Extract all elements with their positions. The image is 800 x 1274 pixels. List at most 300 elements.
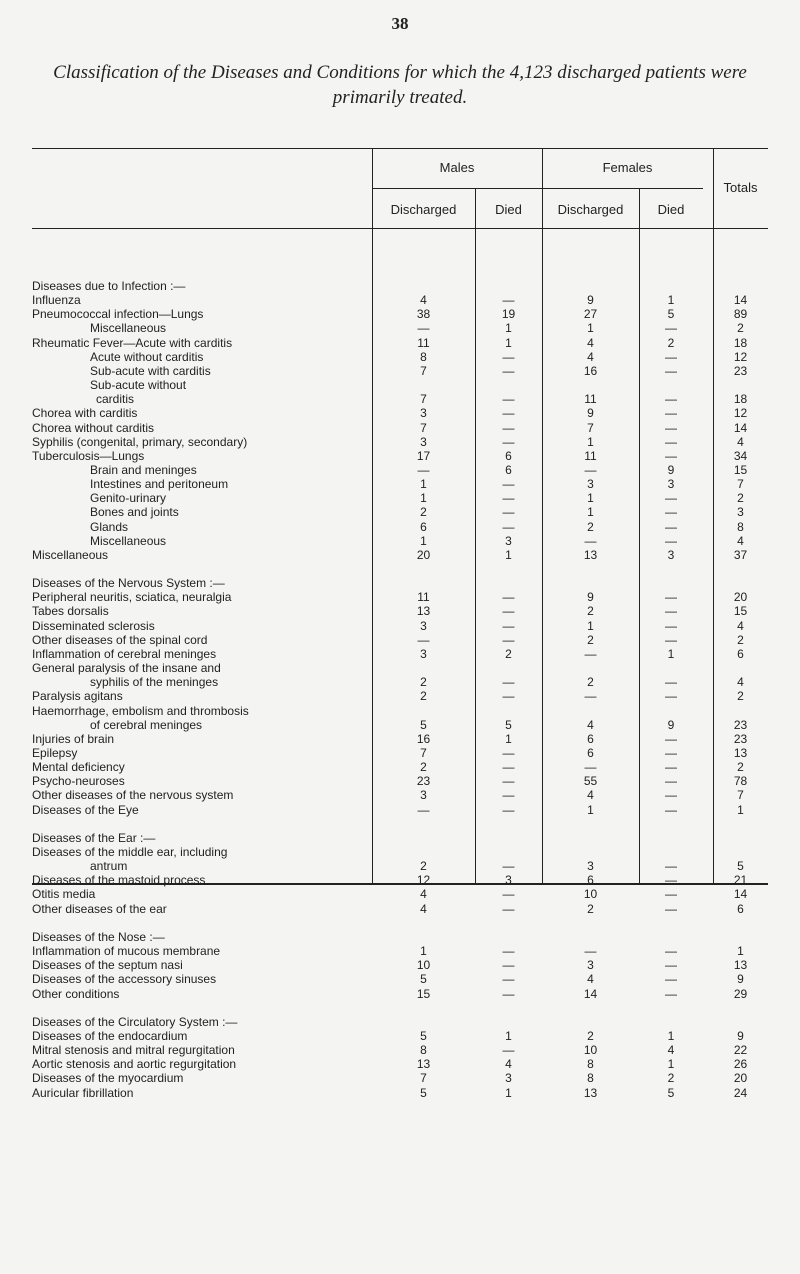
row-label: Paralysis agitans bbox=[32, 689, 123, 704]
table-row bbox=[32, 788, 768, 802]
cell-males-died: — bbox=[502, 519, 515, 534]
row-label: syphilis of the meninges bbox=[90, 675, 219, 690]
cell-males-died: — bbox=[502, 434, 515, 449]
cell-totals: 23 bbox=[733, 717, 748, 732]
cell-females-discharged: 1 bbox=[587, 505, 594, 520]
cell-males-discharged: 3 bbox=[420, 618, 427, 633]
row-label: Brain and meninges bbox=[90, 462, 197, 477]
cell-males-died: 3 bbox=[505, 533, 512, 548]
row-label: Diseases of the Nose :— bbox=[32, 929, 165, 944]
cell-males-discharged: — bbox=[417, 462, 430, 477]
cell-males-died: 5 bbox=[505, 717, 512, 732]
cell-males-died: — bbox=[502, 958, 515, 973]
table-row bbox=[32, 449, 768, 463]
row-label: Tabes dorsalis bbox=[32, 604, 109, 619]
table-row bbox=[32, 831, 768, 845]
cell-males-died: 3 bbox=[505, 873, 512, 888]
table-row bbox=[32, 675, 768, 689]
cell-females-died: — bbox=[665, 420, 677, 435]
table-row bbox=[32, 279, 768, 293]
cell-totals: 18 bbox=[733, 335, 748, 350]
table-row bbox=[32, 689, 768, 703]
cell-females-died: — bbox=[665, 731, 677, 746]
cell-females-discharged: 11 bbox=[584, 448, 597, 463]
cell-males-discharged: 17 bbox=[416, 448, 431, 463]
cell-males-discharged: 7 bbox=[420, 392, 427, 407]
cell-females-discharged: 9 bbox=[587, 590, 594, 605]
cell-totals: 4 bbox=[737, 618, 744, 633]
cell-totals: 4 bbox=[737, 533, 744, 548]
cell-males-discharged: 11 bbox=[417, 590, 430, 605]
row-label: carditis bbox=[96, 392, 135, 407]
table-row bbox=[32, 463, 768, 477]
cell-totals: 20 bbox=[733, 590, 748, 605]
table-row bbox=[32, 718, 768, 732]
row-label: Genito-urinary bbox=[90, 491, 167, 506]
cell-females-discharged: 9 bbox=[587, 293, 594, 308]
subheader-rule bbox=[372, 188, 703, 189]
cell-totals: 8 bbox=[737, 519, 744, 534]
cell-females-died: — bbox=[665, 392, 677, 407]
cell-males-discharged: 38 bbox=[416, 307, 431, 322]
title-line-2: primarily treated. bbox=[332, 87, 468, 108]
cell-females-discharged: 11 bbox=[584, 392, 597, 407]
table-row bbox=[32, 972, 768, 986]
cell-totals: 15 bbox=[733, 604, 748, 619]
cell-males-discharged: 2 bbox=[420, 675, 427, 690]
cell-totals: 6 bbox=[737, 646, 744, 661]
row-label: Diseases of the endocardium bbox=[32, 1028, 188, 1043]
cell-females-died: — bbox=[665, 887, 677, 902]
cell-females-died: — bbox=[665, 618, 677, 633]
table-row bbox=[32, 406, 768, 420]
cell-females-died: 4 bbox=[667, 1043, 675, 1058]
row-label: Diseases due to Infection :— bbox=[32, 279, 186, 293]
cell-females-discharged: 55 bbox=[583, 774, 598, 789]
cell-females-died: 1 bbox=[667, 1057, 675, 1072]
table-row bbox=[32, 944, 768, 958]
disease-table bbox=[32, 148, 768, 1100]
cell-males-discharged: 7 bbox=[420, 363, 427, 378]
cell-males-died: 2 bbox=[505, 646, 512, 661]
row-label: Other diseases of the ear bbox=[32, 901, 167, 916]
cell-totals: 9 bbox=[737, 972, 744, 987]
table-row bbox=[32, 704, 768, 718]
row-label: Diseases of the middle ear, including bbox=[32, 845, 228, 859]
cell-females-discharged: 1 bbox=[587, 321, 594, 336]
cell-females-discharged: 3 bbox=[587, 477, 594, 492]
cell-males-died: — bbox=[502, 887, 515, 902]
row-label: Intestines and peritoneum bbox=[90, 477, 229, 492]
table-row bbox=[32, 505, 768, 519]
cell-totals: 20 bbox=[733, 1071, 748, 1086]
cell-males-died: — bbox=[502, 986, 515, 1001]
header-bottom-rule bbox=[32, 228, 768, 229]
row-label: Rheumatic Fever—Acute with carditis bbox=[32, 335, 233, 350]
header-females: Females bbox=[602, 160, 653, 175]
cell-females-died: 5 bbox=[667, 1085, 675, 1100]
cell-females-died: — bbox=[665, 505, 677, 520]
cell-totals: 12 bbox=[733, 406, 748, 421]
cell-males-discharged: 12 bbox=[416, 873, 431, 888]
cell-totals: 9 bbox=[737, 1028, 744, 1043]
cell-males-died: 1 bbox=[505, 731, 512, 746]
table-row bbox=[32, 1043, 768, 1057]
table-row bbox=[32, 491, 768, 505]
cell-females-died: — bbox=[665, 675, 677, 690]
cell-females-died: — bbox=[665, 944, 677, 959]
cell-males-discharged: 8 bbox=[420, 1043, 427, 1058]
cell-females-died: — bbox=[665, 632, 677, 647]
row-label: Diseases of the accessory sinuses bbox=[32, 972, 217, 987]
cell-females-died: — bbox=[665, 802, 677, 817]
cell-females-died: — bbox=[665, 349, 677, 364]
row-label: Sub-acute without bbox=[90, 378, 187, 393]
table-row bbox=[32, 647, 768, 661]
header-males: Males bbox=[439, 160, 475, 175]
table-row bbox=[32, 1015, 768, 1029]
table-row bbox=[32, 1086, 768, 1100]
cell-females-discharged: 14 bbox=[583, 986, 598, 1001]
cell-females-discharged: — bbox=[584, 646, 597, 661]
cell-females-died: — bbox=[665, 590, 677, 605]
cell-totals: 1 bbox=[737, 802, 744, 817]
cell-males-died: 6 bbox=[505, 448, 512, 463]
cell-males-died: — bbox=[502, 604, 515, 619]
cell-totals: 26 bbox=[733, 1057, 748, 1072]
cell-males-died: — bbox=[502, 632, 515, 647]
cell-totals: 2 bbox=[737, 689, 744, 704]
cell-females-died: — bbox=[665, 434, 677, 449]
cell-totals: 24 bbox=[733, 1085, 748, 1100]
row-label: Haemorrhage, embolism and thrombosis bbox=[32, 703, 249, 718]
cell-males-died: — bbox=[502, 788, 515, 803]
row-label: Other conditions bbox=[32, 986, 120, 1001]
cell-males-discharged: 7 bbox=[420, 420, 427, 435]
cell-females-discharged: — bbox=[584, 533, 597, 548]
table-row bbox=[32, 435, 768, 449]
row-label: Diseases of the mastoid process bbox=[32, 873, 206, 888]
cell-males-died: 4 bbox=[505, 1057, 512, 1072]
cell-females-discharged: 2 bbox=[587, 632, 594, 647]
cell-males-died: 19 bbox=[501, 307, 516, 322]
cell-males-died: — bbox=[502, 802, 515, 817]
cell-totals: 34 bbox=[733, 448, 748, 463]
table-row bbox=[32, 307, 768, 321]
cell-totals: 5 bbox=[737, 859, 744, 874]
table-row bbox=[32, 293, 768, 307]
table-row bbox=[32, 916, 768, 930]
cell-females-discharged: — bbox=[584, 462, 597, 477]
cell-males-discharged: 16 bbox=[416, 731, 431, 746]
cell-males-died: — bbox=[502, 859, 515, 874]
cell-males-discharged: 3 bbox=[420, 788, 427, 803]
cell-females-died: — bbox=[665, 788, 677, 803]
table-row bbox=[32, 562, 768, 576]
table-row bbox=[32, 1001, 768, 1015]
table-row bbox=[32, 1071, 768, 1085]
cell-totals: 6 bbox=[737, 901, 744, 916]
cell-females-died: — bbox=[665, 363, 677, 378]
cell-totals: 14 bbox=[733, 420, 748, 435]
cell-males-discharged: 11 bbox=[417, 335, 430, 350]
cell-males-discharged: 1 bbox=[420, 477, 427, 492]
cell-females-died: — bbox=[665, 859, 677, 874]
cell-males-died: — bbox=[502, 406, 515, 421]
row-label: Chorea without carditis bbox=[32, 420, 155, 435]
row-label: Diseases of the Circulatory System :— bbox=[32, 1014, 238, 1029]
cell-males-discharged: 5 bbox=[420, 1028, 427, 1043]
cell-females-died: 1 bbox=[667, 646, 675, 661]
cell-females-discharged: 6 bbox=[587, 745, 594, 760]
table-row bbox=[32, 1057, 768, 1071]
cell-males-discharged: 5 bbox=[420, 717, 427, 732]
cell-males-died: 6 bbox=[505, 462, 512, 477]
cell-females-discharged: 3 bbox=[587, 958, 594, 973]
cell-females-died: — bbox=[665, 986, 677, 1001]
cell-females-discharged: 4 bbox=[587, 335, 594, 350]
cell-totals: 2 bbox=[737, 491, 744, 506]
header-females-died: Died bbox=[657, 202, 685, 217]
cell-females-died: 3 bbox=[667, 477, 675, 492]
cell-females-discharged: — bbox=[584, 760, 597, 775]
row-label: Influenza bbox=[32, 293, 81, 308]
cell-totals: 23 bbox=[733, 731, 748, 746]
table-row bbox=[32, 633, 768, 647]
cell-females-discharged: 13 bbox=[583, 547, 598, 562]
cell-females-discharged: 4 bbox=[587, 717, 594, 732]
cell-males-discharged: 4 bbox=[420, 887, 427, 902]
cell-males-discharged: — bbox=[417, 802, 430, 817]
table-row bbox=[32, 336, 768, 350]
cell-females-died: — bbox=[665, 689, 677, 704]
cell-males-discharged: 2 bbox=[420, 689, 427, 704]
table-row bbox=[32, 590, 768, 604]
cell-males-died: — bbox=[502, 392, 515, 407]
cell-females-discharged: 2 bbox=[587, 604, 594, 619]
cell-females-died: — bbox=[665, 491, 677, 506]
cell-males-discharged: — bbox=[417, 321, 430, 336]
cell-females-died: — bbox=[665, 533, 677, 548]
cell-females-died: 5 bbox=[667, 307, 675, 322]
cell-females-died: — bbox=[665, 873, 677, 888]
cell-females-died: — bbox=[665, 406, 677, 421]
cell-males-discharged: 20 bbox=[416, 547, 431, 562]
table-row bbox=[32, 958, 768, 972]
table-row bbox=[32, 746, 768, 760]
row-label: Syphilis (congenital, primary, secondary) bbox=[32, 434, 248, 449]
cell-males-died: 1 bbox=[505, 321, 512, 336]
cell-totals: 3 bbox=[737, 505, 744, 520]
cell-totals: 37 bbox=[733, 547, 748, 562]
table-row bbox=[32, 873, 768, 887]
cell-males-discharged: 15 bbox=[416, 986, 431, 1001]
cell-totals: 21 bbox=[733, 873, 748, 888]
cell-females-discharged: 10 bbox=[583, 887, 598, 902]
row-label: Epilepsy bbox=[32, 745, 78, 760]
table-row bbox=[32, 477, 768, 491]
row-label: Acute without carditis bbox=[90, 349, 204, 364]
cell-females-discharged: 4 bbox=[587, 349, 594, 364]
table-row bbox=[32, 321, 768, 335]
cell-males-discharged: 10 bbox=[416, 958, 431, 973]
row-label: Auricular fibrillation bbox=[32, 1085, 134, 1100]
cell-males-died: — bbox=[502, 944, 515, 959]
cell-totals: 1 bbox=[737, 944, 744, 959]
cell-totals: 2 bbox=[737, 321, 744, 336]
row-label: General paralysis of the insane and bbox=[32, 661, 221, 676]
table-row bbox=[32, 520, 768, 534]
cell-females-died: 1 bbox=[667, 1028, 675, 1043]
row-label: antrum bbox=[90, 859, 128, 874]
table-row bbox=[32, 887, 768, 901]
cell-males-discharged: 13 bbox=[416, 604, 431, 619]
header-males-died: Died bbox=[495, 202, 522, 217]
row-label: Inflammation of mucous membrane bbox=[32, 944, 221, 959]
row-label: Diseases of the Nervous System :— bbox=[32, 576, 225, 591]
cell-females-discharged: 1 bbox=[587, 802, 594, 817]
cell-females-discharged: 1 bbox=[587, 491, 594, 506]
table-row bbox=[32, 817, 768, 831]
cell-totals: 15 bbox=[733, 462, 748, 477]
cell-females-died: — bbox=[665, 972, 677, 987]
cell-females-died: — bbox=[665, 760, 677, 775]
cell-males-discharged: 13 bbox=[416, 1057, 431, 1072]
table-row bbox=[32, 576, 768, 590]
cell-totals: 29 bbox=[733, 986, 748, 1001]
table-row bbox=[32, 604, 768, 618]
cell-males-discharged: 4 bbox=[420, 901, 427, 916]
table-row bbox=[32, 987, 768, 1001]
page-number: 38 bbox=[391, 14, 409, 33]
table-top-rule bbox=[32, 148, 768, 149]
cell-males-died: 1 bbox=[505, 547, 512, 562]
table-row bbox=[32, 392, 768, 406]
cell-males-discharged: 3 bbox=[420, 646, 427, 661]
cell-totals: 89 bbox=[733, 307, 748, 322]
row-label: Diseases of the Ear :— bbox=[32, 830, 156, 845]
header-males-discharged: Discharged bbox=[390, 202, 457, 217]
cell-totals: 7 bbox=[737, 477, 744, 492]
cell-females-discharged: 9 bbox=[587, 406, 594, 421]
row-label: Aortic stenosis and aortic regurgitation bbox=[32, 1057, 237, 1072]
row-label: Miscellaneous bbox=[90, 321, 167, 336]
row-label: Miscellaneous bbox=[32, 547, 109, 562]
row-label: Inflammation of cerebral meninges bbox=[32, 646, 217, 661]
row-label: Tuberculosis—Lungs bbox=[32, 448, 145, 463]
row-label: Bones and joints bbox=[90, 505, 179, 520]
cell-males-discharged: 2 bbox=[420, 859, 427, 874]
cell-totals: 22 bbox=[733, 1043, 748, 1058]
row-label: Pneumococcal infection—Lungs bbox=[32, 307, 204, 322]
row-label: Other diseases of the nervous system bbox=[32, 788, 234, 803]
cell-females-discharged: 10 bbox=[583, 1043, 598, 1058]
cell-males-died: — bbox=[502, 689, 515, 704]
cell-females-discharged: — bbox=[584, 689, 597, 704]
cell-males-died: — bbox=[502, 420, 515, 435]
cell-totals: 7 bbox=[737, 788, 744, 803]
table-row bbox=[32, 534, 768, 548]
table-row bbox=[32, 845, 768, 859]
cell-males-died: — bbox=[502, 745, 515, 760]
cell-males-discharged: 7 bbox=[420, 1071, 427, 1086]
cell-females-died: — bbox=[665, 901, 677, 916]
cell-females-discharged: — bbox=[584, 944, 597, 959]
cell-totals: 23 bbox=[733, 363, 748, 378]
cell-males-died: 1 bbox=[505, 1085, 512, 1100]
row-label: Mental deficiency bbox=[32, 760, 125, 775]
cell-females-discharged: 27 bbox=[583, 307, 598, 322]
cell-totals: 2 bbox=[737, 632, 744, 647]
cell-males-died: — bbox=[502, 477, 515, 492]
row-label: Disseminated sclerosis bbox=[32, 618, 155, 633]
table-row bbox=[32, 421, 768, 435]
cell-totals: 78 bbox=[733, 774, 748, 789]
cell-totals: 18 bbox=[733, 392, 748, 407]
row-label: Chorea with carditis bbox=[32, 406, 138, 421]
cell-males-discharged: 2 bbox=[420, 760, 427, 775]
table-row bbox=[32, 619, 768, 633]
cell-females-discharged: 2 bbox=[587, 901, 594, 916]
cell-totals: 2 bbox=[737, 760, 744, 775]
cell-males-discharged: 4 bbox=[420, 293, 427, 308]
cell-males-died: — bbox=[502, 1043, 515, 1058]
cell-males-died: — bbox=[502, 505, 515, 520]
cell-totals: 14 bbox=[733, 293, 748, 308]
cell-females-died: — bbox=[665, 448, 677, 463]
cell-males-died: — bbox=[502, 760, 515, 775]
cell-totals: 13 bbox=[733, 958, 748, 973]
cell-females-died: 2 bbox=[667, 335, 675, 350]
cell-males-discharged: 23 bbox=[416, 774, 431, 789]
cell-males-died: — bbox=[502, 675, 515, 690]
cell-females-discharged: 8 bbox=[587, 1071, 594, 1086]
cell-males-died: — bbox=[502, 618, 515, 633]
header-totals: Totals bbox=[723, 180, 758, 195]
cell-totals: 4 bbox=[737, 675, 744, 690]
cell-males-discharged: 1 bbox=[420, 944, 427, 959]
cell-females-died: 9 bbox=[667, 462, 675, 477]
cell-females-died: — bbox=[665, 774, 677, 789]
cell-females-died: — bbox=[665, 321, 677, 336]
table-row bbox=[32, 1029, 768, 1043]
row-label: Mitral stenosis and mitral regurgitation bbox=[32, 1043, 235, 1058]
cell-males-discharged: 7 bbox=[420, 745, 427, 760]
table-row bbox=[32, 774, 768, 788]
header-females-discharged: Discharged bbox=[557, 202, 624, 217]
cell-males-died: — bbox=[502, 774, 515, 789]
cell-females-discharged: 1 bbox=[587, 434, 594, 449]
row-label: Sub-acute with carditis bbox=[90, 363, 211, 378]
cell-males-died: — bbox=[502, 363, 515, 378]
title-line-1: Classification of the Diseases and Conditions for which the 4,123 discharged patients were bbox=[53, 62, 747, 83]
table-row bbox=[32, 350, 768, 364]
cell-females-discharged: 2 bbox=[587, 1028, 594, 1043]
cell-males-discharged: — bbox=[417, 632, 430, 647]
row-label: Glands bbox=[90, 519, 129, 534]
cell-males-died: 3 bbox=[505, 1071, 512, 1086]
cell-males-discharged: 1 bbox=[420, 533, 427, 548]
cell-females-discharged: 6 bbox=[587, 873, 594, 888]
row-label: of cerebral meninges bbox=[90, 717, 203, 732]
cell-males-died: 1 bbox=[505, 1028, 512, 1043]
cell-females-died: 1 bbox=[667, 293, 675, 308]
table-row bbox=[32, 378, 768, 392]
table-row bbox=[32, 760, 768, 774]
row-label: Miscellaneous bbox=[90, 533, 167, 548]
row-label: Otitis media bbox=[32, 887, 96, 902]
cell-females-discharged: 16 bbox=[583, 363, 598, 378]
